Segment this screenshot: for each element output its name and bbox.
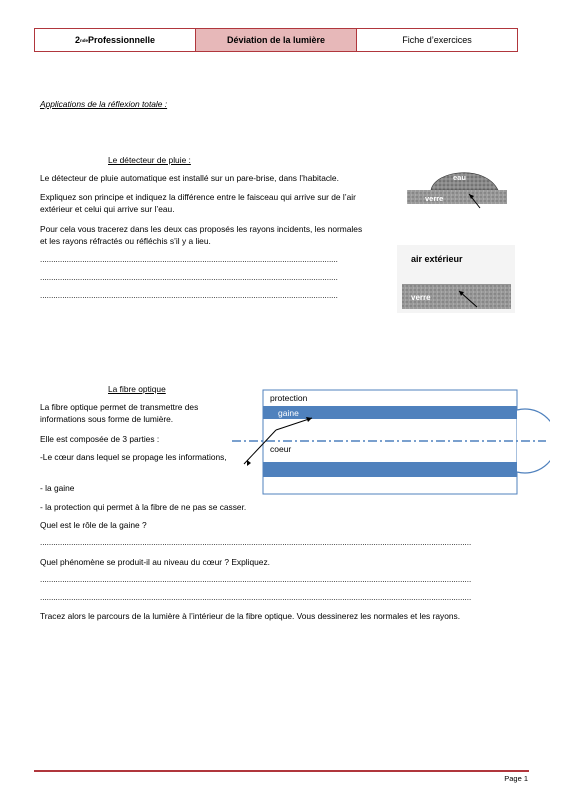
fiber-li1: -Le cœur dans lequel se propage les informations, [40, 452, 227, 462]
doc-type-cell: Fiche d’exercices [402, 35, 472, 45]
level-suffix: Professionnelle [88, 35, 156, 45]
header-table [34, 28, 518, 52]
rain-p1: Le détecteur de pluie automatique est installé sur un pare-brise, dans l’habitacle. [40, 173, 339, 183]
rain-water-figure [395, 160, 515, 215]
fiber-q2: Quel phénomène se produit-il au niveau du cœur ? Expliquez. [40, 557, 270, 567]
fiber-q1: Quel est le rôle de la gaine ? [40, 520, 147, 530]
fiber-title: La fibre optique [108, 384, 166, 394]
fig2-verre-label: verre [411, 293, 431, 302]
fiber-dots-2: .................................................................................................................................................................................................. [40, 575, 472, 584]
fiber-label-gaine: gaine [278, 408, 299, 418]
fiber-li2: - la gaine [40, 483, 75, 493]
rain-title: Le détecteur de pluie : [108, 155, 191, 165]
fiber-figure [228, 386, 550, 496]
level-cell [35, 29, 195, 51]
fig2-air-label: air extérieur [411, 254, 463, 264]
footer-rule [34, 770, 529, 772]
level-prefix: 2 [74, 35, 80, 45]
level-sup: nde [79, 37, 88, 43]
fiber-label-coeur: coeur [270, 444, 292, 454]
fiber-p2: Elle est composée de 3 parties : [40, 434, 160, 444]
fiber-p1: La fibre optique permet de transmettre des informations sous forme de lumière. [40, 402, 199, 424]
fiber-dots-3: .................................................................................................................................................................................................. [40, 593, 472, 602]
fiber-label-protection: protection [270, 393, 308, 403]
rain-dots-2: ...................................................................................................................................... [40, 273, 338, 282]
section-title: Applications de la réflexion totale : [40, 99, 168, 109]
page-number: Page 1 [504, 774, 528, 783]
fiber-q3: Tracez alors le parcours de la lumière à l’intérieur de la fibre optique. Vous dessinerez les normales et les rayons. [40, 611, 461, 621]
rain-dots-3: ...................................................................................................................................... [40, 291, 338, 300]
rain-air-figure [397, 245, 517, 315]
fig1-eau-label: eau [453, 173, 466, 182]
rain-p2: Expliquez son principe et indiquez la différence entre le faisceau qui arrive sur de l’air extérieur et celui qui arrive sur l’eau. [40, 192, 356, 214]
fig1-verre-label: verre [425, 194, 444, 203]
title-cell: Déviation de la lumière [195, 29, 357, 51]
rain-p3: Pour cela vous tracerez dans les deux cas proposés les rayons incidents, les normales et les rayons réfractés ou réfléchis s’il y a lieu. [40, 224, 363, 246]
fiber-dots-1: .................................................................................................................................................................................................. [40, 538, 472, 547]
fiber-li3: - la protection qui permet à la fibre de ne pas se casser. [40, 502, 247, 512]
rain-dots-1: ...................................................................................................................................... [40, 255, 338, 264]
